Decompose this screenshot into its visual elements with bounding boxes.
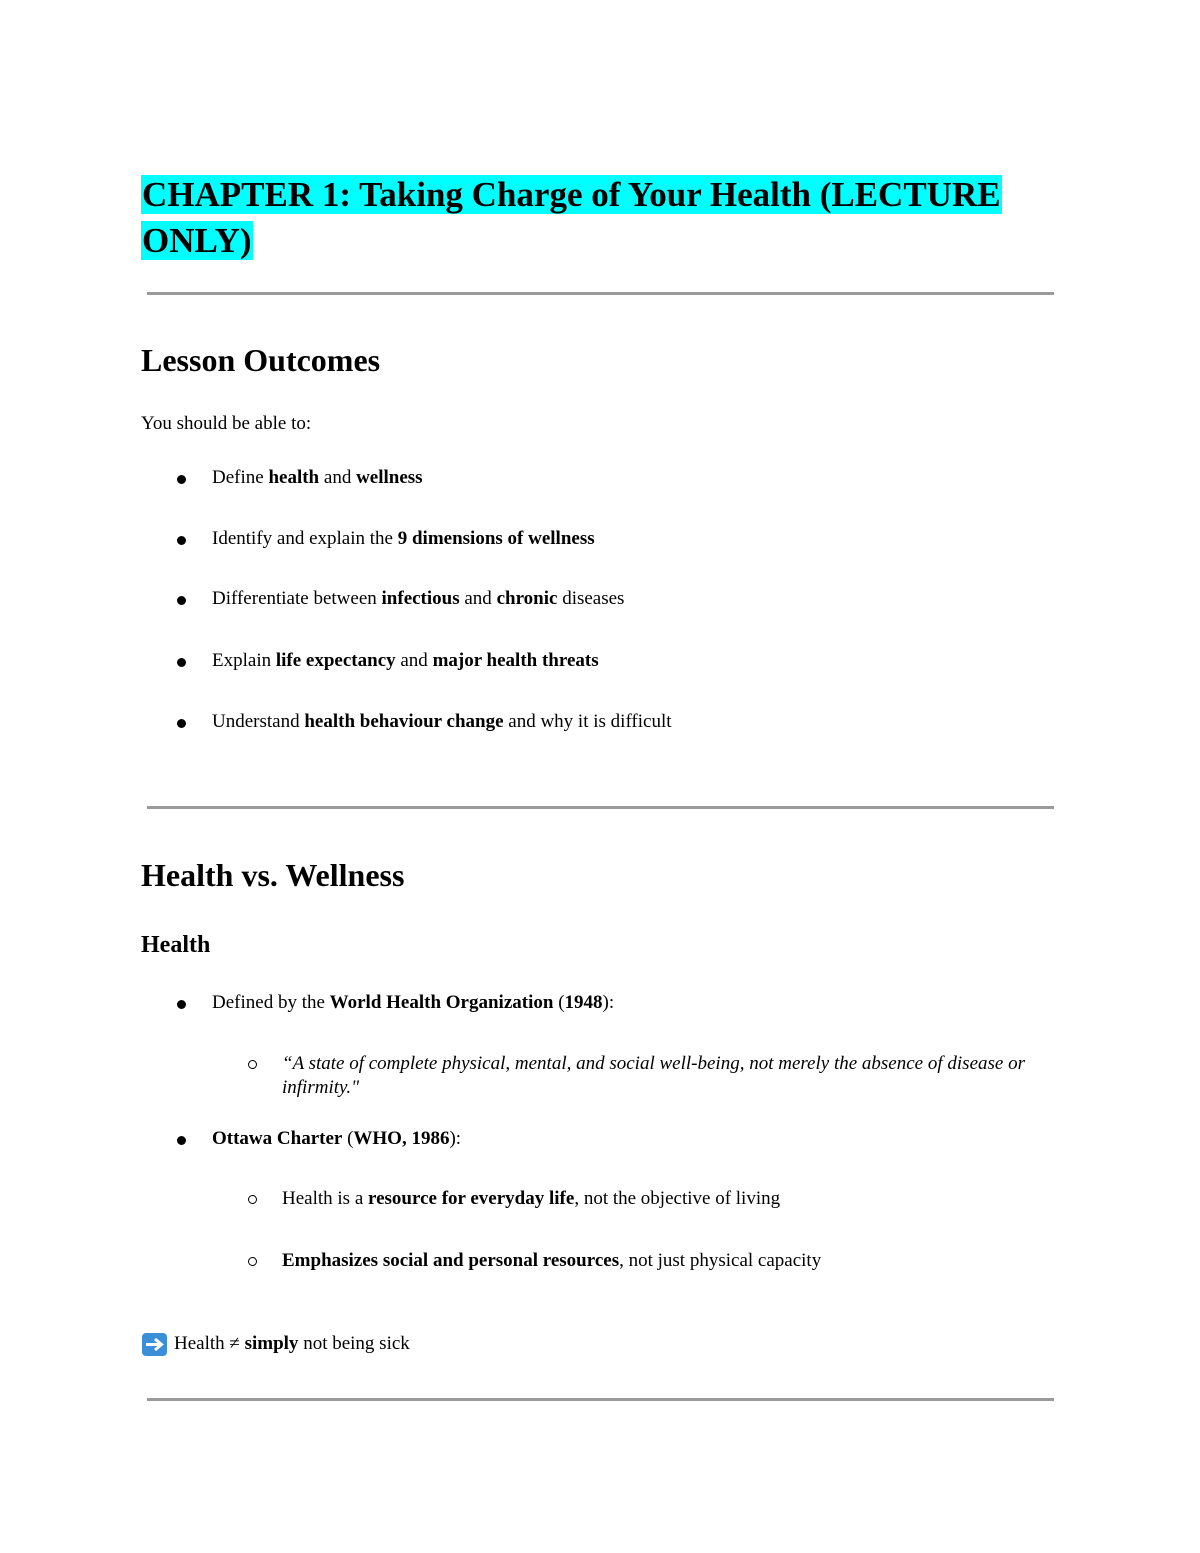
divider [147,806,1054,809]
sub-bullet-icon [248,1195,257,1204]
bold-term: 1948 [564,992,603,1013]
divider [147,292,1054,295]
text: not being sick [298,1333,410,1354]
bold-term: resource for everyday life [368,1188,575,1209]
bold-term: infectious [381,588,460,609]
bold-term: 9 dimensions of wellness [397,528,595,549]
bold-term: major health threats [432,650,599,671]
sub-bullet-icon [248,1060,257,1069]
bold-term: Emphasizes [282,1250,383,1271]
outcome-item [212,649,599,673]
who-definition-item [212,991,614,1015]
outcome-item [212,710,672,734]
text: ): [602,992,615,1013]
bullet-icon [177,658,186,667]
bold-term: WHO, 1986 [353,1128,450,1149]
text: Explain [212,650,276,671]
ottawa-subitem [282,1249,1042,1273]
chapter-title-highlight: CHAPTER 1: Taking Charge of Your Health (LECTURE ONLY) [142,175,1001,260]
sub-bullet-icon [248,1257,257,1266]
bold-term: health [268,467,320,488]
bold-term: health behaviour change [304,711,504,732]
text: Health ≠ [174,1333,245,1354]
text: and why it is difficult [503,711,672,732]
text: Identify and explain the [212,528,398,549]
bullet-icon [177,719,186,728]
health-note [174,1332,410,1356]
text: and [395,650,433,671]
text: ( [342,1128,354,1149]
text: and [459,588,497,609]
bullet-icon [177,475,186,484]
ottawa-subitem [282,1187,1042,1211]
text: Define [212,467,269,488]
outcome-item [212,527,595,551]
outcome-item [212,587,624,611]
text: ): [449,1128,462,1149]
bullet-icon [177,1136,186,1145]
bullet-icon [177,536,186,545]
text: diseases [557,588,625,609]
text: Differentiate between [212,588,382,609]
ottawa-charter-item [212,1127,461,1151]
bold-term: social and personal resources [382,1250,620,1271]
text: Understand [212,711,305,732]
text: Health is a [282,1188,369,1209]
text: , not just physical capacity [619,1250,822,1271]
text: ( [553,992,565,1013]
bold-term: life expectancy [275,650,396,671]
text: , not the objective of living [574,1188,781,1209]
outcome-item [212,466,423,490]
right-arrow-icon [142,1333,167,1356]
bold-term: chronic [496,588,558,609]
health-vs-wellness-heading: Health vs. Wellness [141,857,405,893]
lesson-outcomes-intro: You should be able to: [141,413,312,434]
health-subheading: Health [141,932,211,958]
who-quote: “A state of complete physical, mental, and social well-being, not merely the absence of disease or infirmity." [282,1053,1025,1098]
divider [147,1398,1054,1401]
bold-term: World Health Organization [329,992,554,1013]
bullet-icon [177,1000,186,1009]
bold-term: Ottawa Charter [212,1128,343,1149]
text: Defined by the [212,992,330,1013]
lesson-outcomes-heading: Lesson Outcomes [141,342,381,378]
bold-term: wellness [356,467,423,488]
text: and [319,467,357,488]
chapter-title [141,172,1001,264]
bold-term: simply [244,1333,299,1354]
bullet-icon [177,596,186,605]
